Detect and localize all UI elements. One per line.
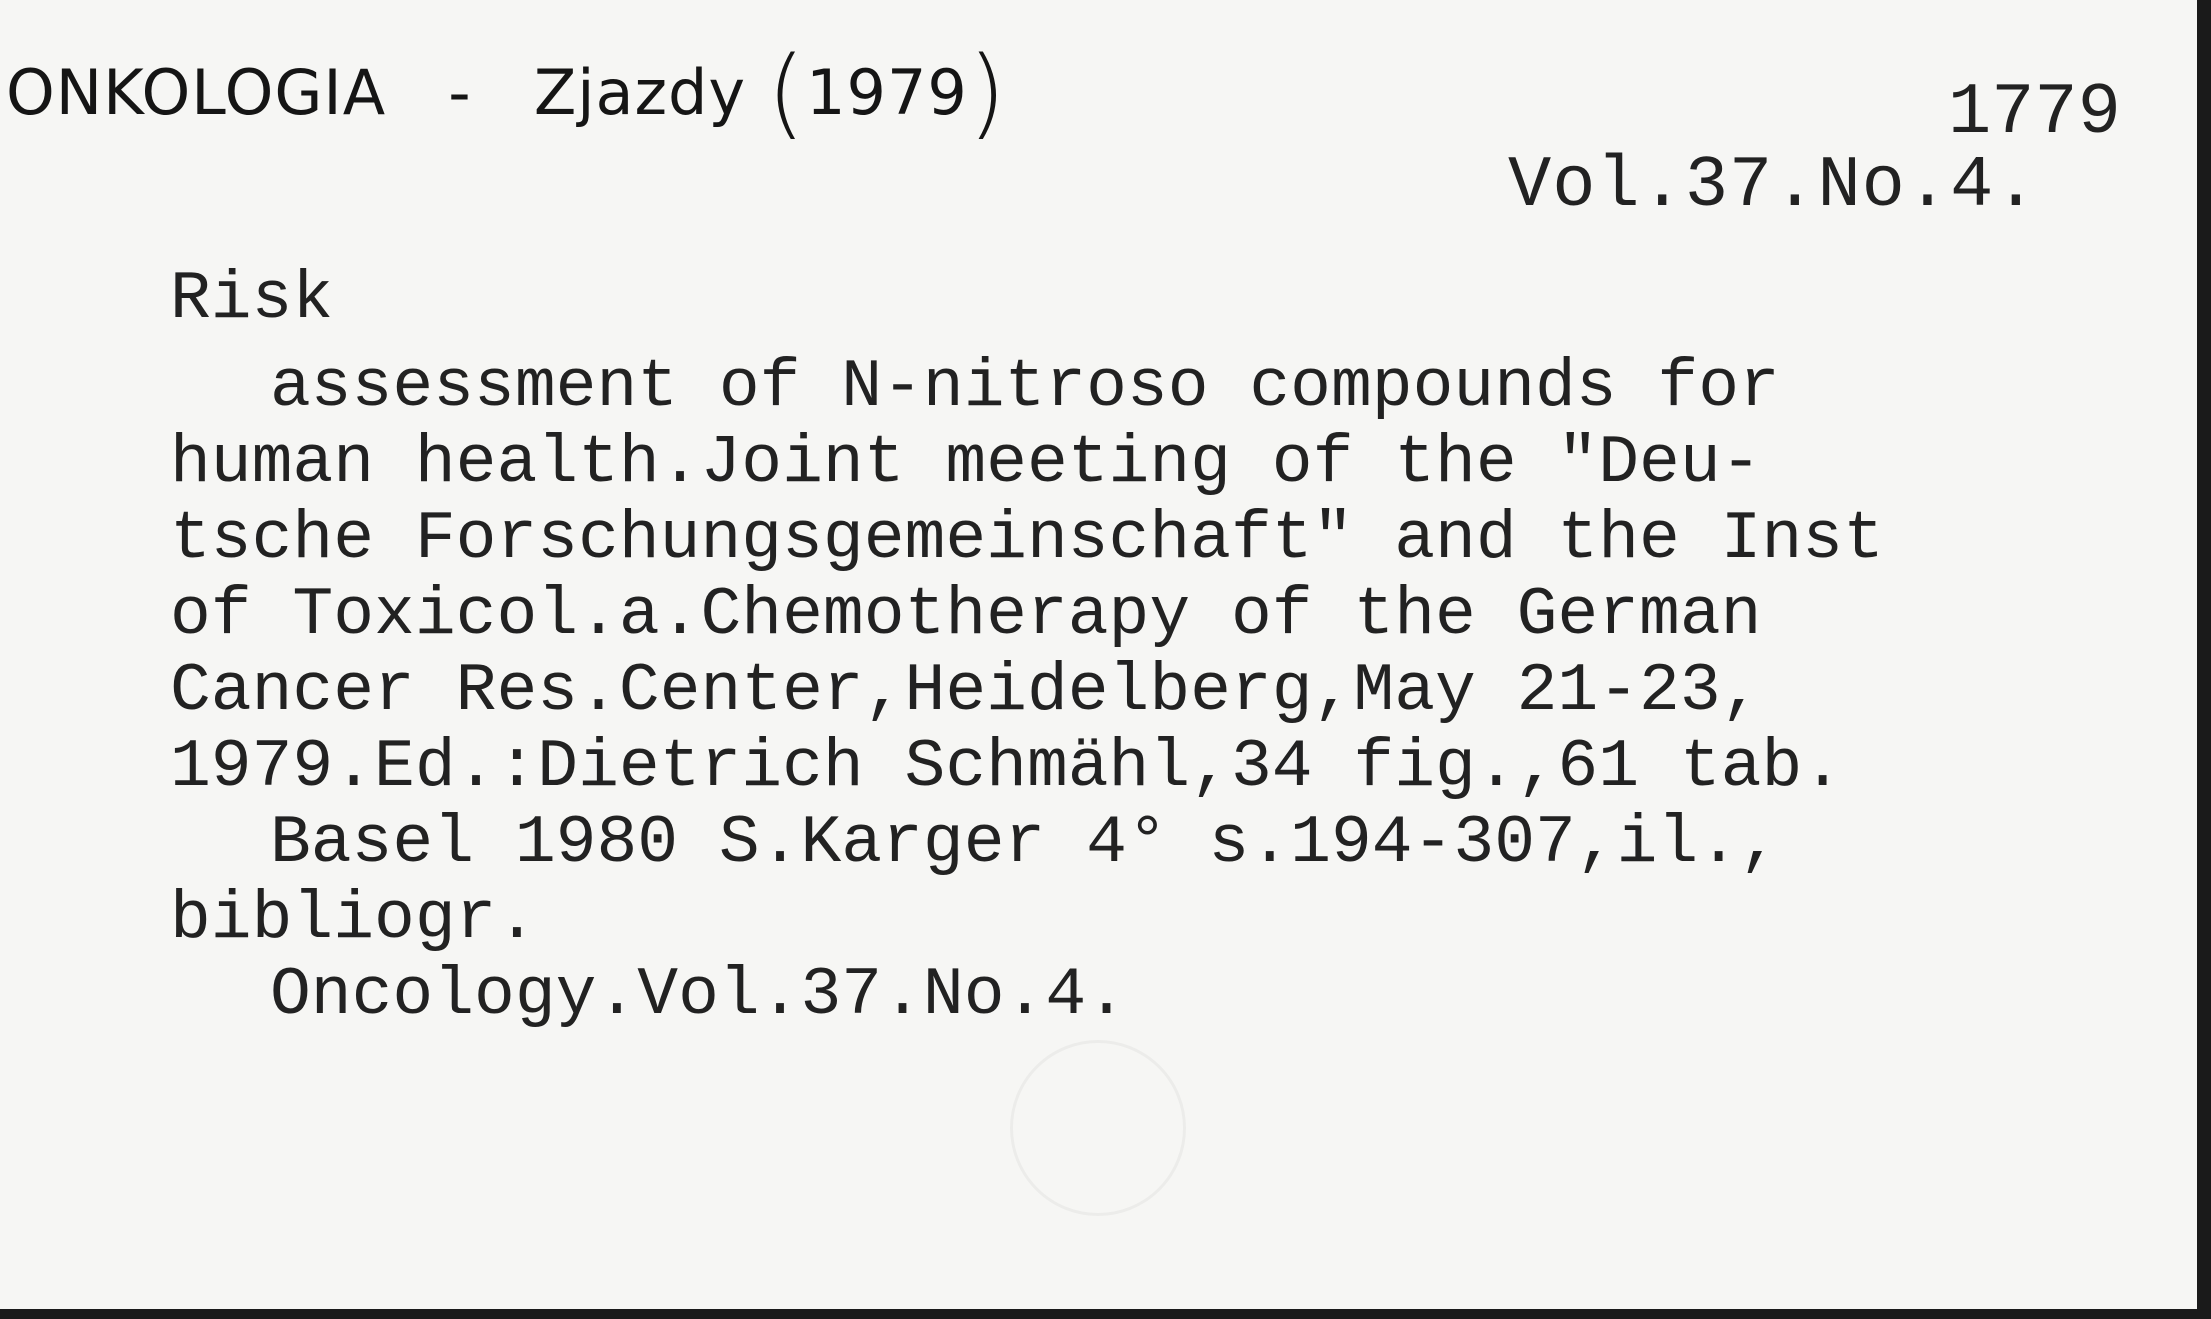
entry-line: assessment of N-nitroso compounds for bbox=[270, 349, 1780, 426]
card-edge-bottom bbox=[0, 1309, 2211, 1319]
paper-smudge bbox=[1010, 1040, 1186, 1216]
volume-reference: Vol.37.No.4. bbox=[1508, 145, 2039, 227]
entry-line: of Toxicol.a.Chemotherapy of the German bbox=[170, 577, 1762, 654]
call-number: 1779 bbox=[1948, 72, 2121, 154]
handwritten-subject: ONKOLOGIA bbox=[6, 56, 387, 129]
entry-heading: Risk bbox=[170, 261, 334, 338]
entry-line: tsche Forschungsgemeinschaft" and the Inst bbox=[170, 501, 1884, 578]
handwritten-year: 1979 bbox=[806, 56, 968, 129]
handwritten-separator: - bbox=[448, 56, 472, 129]
entry-body bbox=[170, 350, 1884, 1034]
handwritten-subheading: Zjazdy bbox=[533, 56, 747, 129]
entry-line: bibliogr. bbox=[170, 881, 538, 958]
card-edge-right bbox=[2197, 0, 2211, 1319]
entry-line: human health.Joint meeting of the "Deu- bbox=[170, 425, 1762, 502]
handwritten-header: ONKOLOGIA - Zjazdy (1979) bbox=[6, 36, 1008, 150]
entry-line: Basel 1980 S.Karger 4° s.194-307,il., bbox=[270, 805, 1780, 882]
entry-line: Cancer Res.Center,Heidelberg,May 21-23, bbox=[170, 653, 1762, 730]
entry-line: Oncology.Vol.37.No.4. bbox=[270, 957, 1127, 1034]
entry-line: 1979.Ed.:Dietrich Schmähl,34 fig.,61 tab. bbox=[170, 729, 1844, 806]
